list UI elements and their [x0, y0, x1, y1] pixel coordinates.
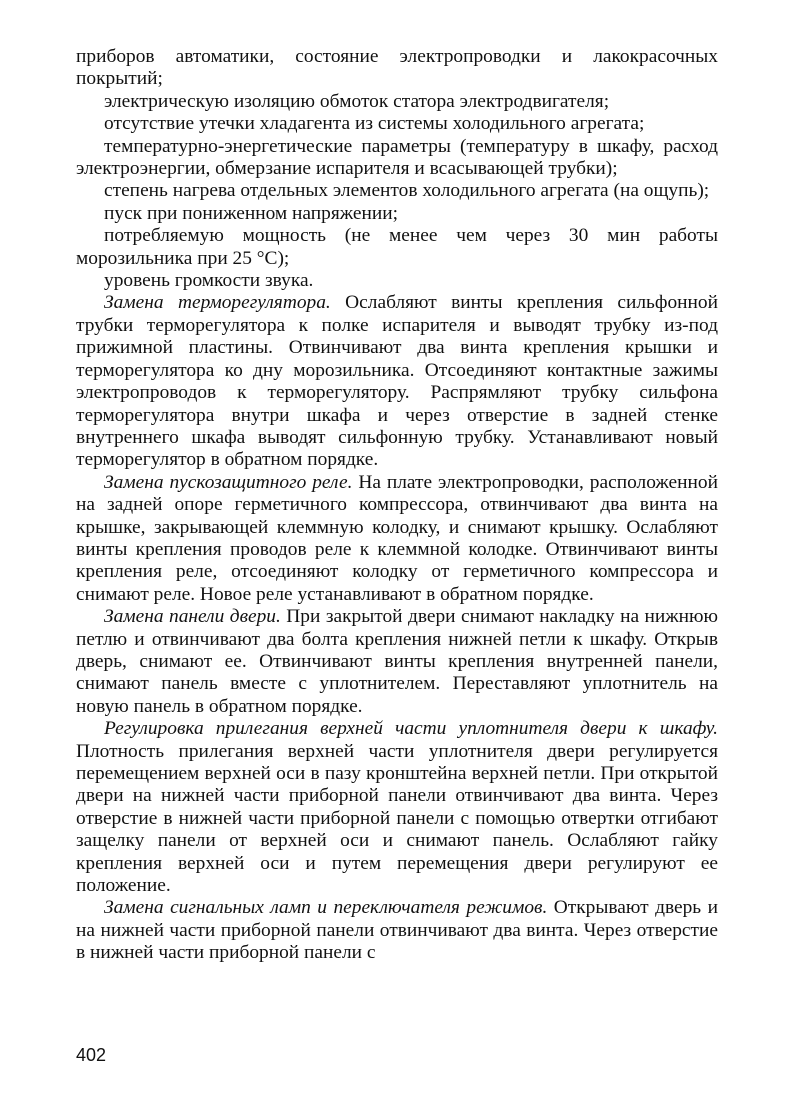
list-item: степень нагрева отдельных элементов холодильного агрегата (на ощупь); — [104, 180, 710, 202]
page-number: 402 — [76, 1045, 107, 1065]
section-title: Замена терморегулятора. — [104, 292, 331, 314]
section-body: При закрытой двери снимают накладку на нижнюю петлю и отвинчивают два болта крепления нижней петли к шкафу. Открыв дверь, снимают ее. Отвинчивают винты крепления внутренней панели, снимают панель вместе с уплотнителем. Переставляют уплотнитель на новую панель в обратном порядке. — [76, 606, 718, 717]
section-thermoregulator — [76, 292, 718, 471]
section-relay — [76, 472, 718, 606]
list-item: электрическую изоляцию обмоток статора электродвигателя; — [104, 90, 610, 112]
section-title: Замена панели двери. — [104, 606, 281, 628]
section-body: Ослабляют винты крепления сильфонной трубки терморегулятора к полке испарителя и выводят трубку из-под прижимной пластины. Отвинчивают два винта крепления крышки и терморегулятора ко дну морозильника. Отсоединяют контактные зажимы электропроводов к терморегулятору. Распрямляют трубку сильфона терморегулятора внутри шкафа и через отверстие в задней стенке внутреннего шкафа выводят сильфонную трубку. Устанавливают новый терморегулятор в обратном порядке. — [76, 292, 718, 471]
section-seal-adjustment — [76, 718, 718, 897]
section-body: Плотность прилегания верхней части уплотнителя двери регулируется перемещением верхней оси в пазу кронштейна верхней петли. При открытой двери на нижней части приборной панели отвинчивают два винта. Через отверстие в нижней части приборной панели с помощью отвертки отгибают защелку панели от верхней оси и снимают панель. Ослабляют гайку крепления верхней оси и путем перемещения двери регулируют ее положение. — [76, 740, 718, 897]
section-title: Замена сигнальных ламп и переключателя режимов. — [104, 897, 548, 919]
list-item: потребляемую мощность (не менее чем через 30 мин работы морозильника при 25 °С); — [76, 225, 718, 269]
paragraph: приборов автоматики, состояние электропроводки и лакокрасочных покрытий; — [76, 46, 718, 90]
list-item: температурно-энергетические параметры (температуру в шкафу, расход электроэнергии, обмерзание испарителя и всасывающей трубки); — [76, 135, 718, 180]
section-title: Замена пускозащитного реле. — [104, 471, 353, 493]
list-item: уровень громкости звука. — [104, 270, 314, 292]
list-item: пуск при пониженном напряжении; — [104, 202, 399, 224]
list-item: отсутствие утечки хладагента из системы холодильного агрегата; — [104, 113, 645, 135]
section-body: Открывают дверь и на нижней части приборной панели отвинчивают два винта. Через отверстие в нижней части приборной панели с — [76, 897, 718, 964]
section-body: На плате электропроводки, расположенной на задней опоре герметичного компрессора, отвинчивают два винта на крышке, закрывающей клеммную колодку, и снимают крышку. Ослабляют винты крепления проводов реле к клеммной колодке. Отвинчивают винты крепления реле, отсоединяют колодку от герметичного компрессора и снимают реле. Новое реле устанавливают в обратном порядке. — [76, 471, 718, 605]
section-lamps-switch — [76, 897, 718, 964]
section-title: Регулировка прилегания верхней части уплотнителя двери к шкафу. — [104, 718, 718, 740]
section-door-panel — [76, 606, 718, 718]
body-text — [76, 46, 718, 965]
